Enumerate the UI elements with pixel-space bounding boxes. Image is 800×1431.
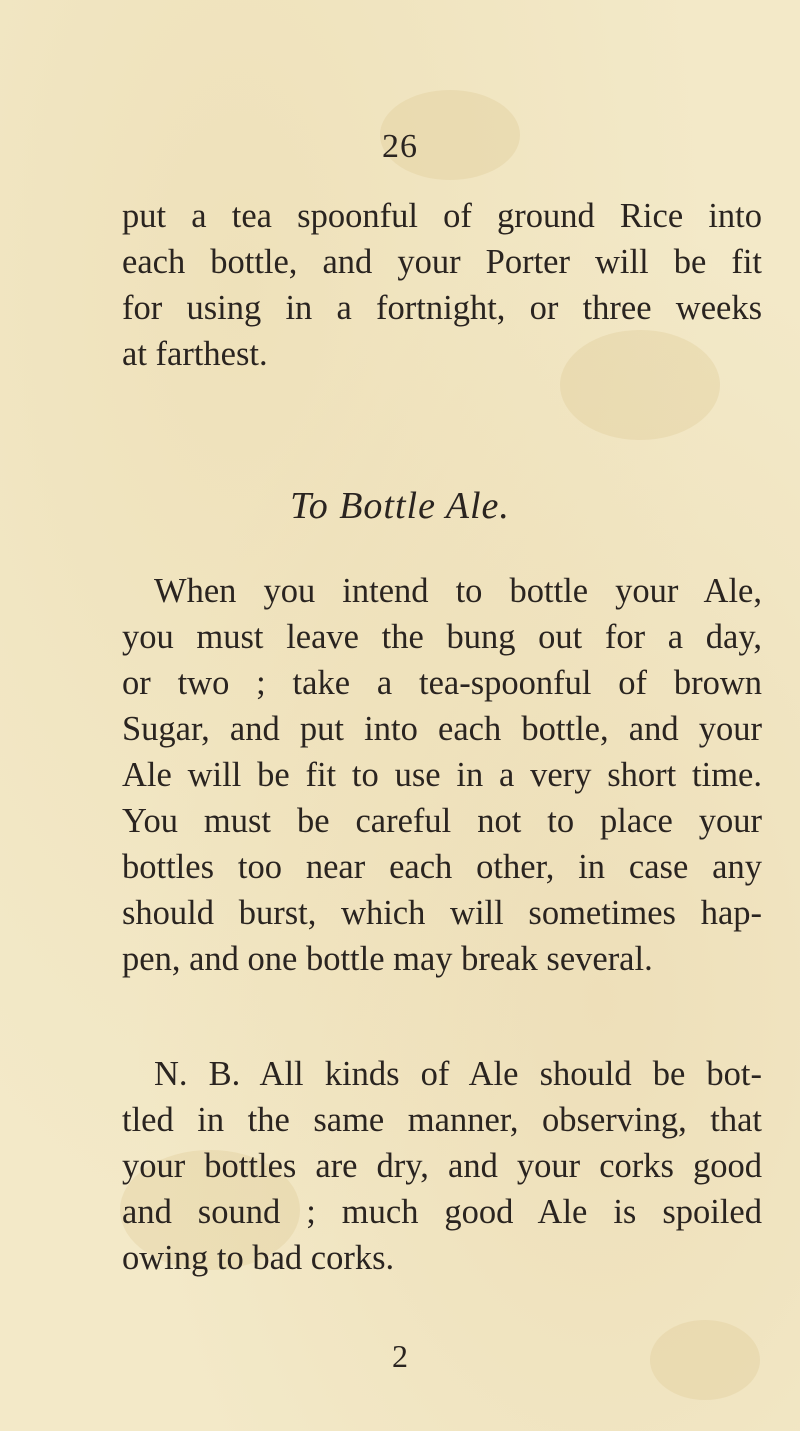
text-line: bottles too near each other, in case any <box>122 848 762 886</box>
text-line: should burst, which will sometimes hap- <box>122 894 762 932</box>
text-line: N. B. All kinds of Ale should be bot- <box>154 1055 762 1093</box>
paragraph-porter-continuation <box>122 193 762 377</box>
text-line: Sugar, and put into each bottle, and your <box>122 710 762 748</box>
page-number: 26 <box>382 128 418 165</box>
text-line: you must leave the bung out for a day, <box>122 618 762 656</box>
text-line: tled in the same manner, observing, that <box>122 1101 762 1139</box>
text-line: for using in a fortnight, or three weeks <box>122 289 762 327</box>
text-line: your bottles are dry, and your corks good <box>122 1147 762 1185</box>
section-heading: To Bottle Ale. <box>290 485 510 527</box>
text-line: When you intend to bottle your Ale, <box>154 572 762 610</box>
text-line: and sound ; much good Ale is spoiled <box>122 1193 762 1231</box>
signature-mark: 2 <box>392 1338 408 1374</box>
text-line: at farthest. <box>122 335 268 373</box>
text-line: owing to bad corks. <box>122 1239 395 1277</box>
paragraph-nota-bene <box>122 1051 762 1281</box>
text-line: or two ; take a tea-spoonful of brown <box>122 664 762 702</box>
text-line: Ale will be fit to use in a very short time. <box>122 756 762 794</box>
text-line: pen, and one bottle may break several. <box>122 940 653 978</box>
paragraph-bottle-ale <box>122 568 762 982</box>
text-line: each bottle, and your Porter will be fit <box>122 243 762 281</box>
text-line: You must be careful not to place your <box>122 802 762 840</box>
text-line: put a tea spoonful of ground Rice into <box>122 197 762 235</box>
